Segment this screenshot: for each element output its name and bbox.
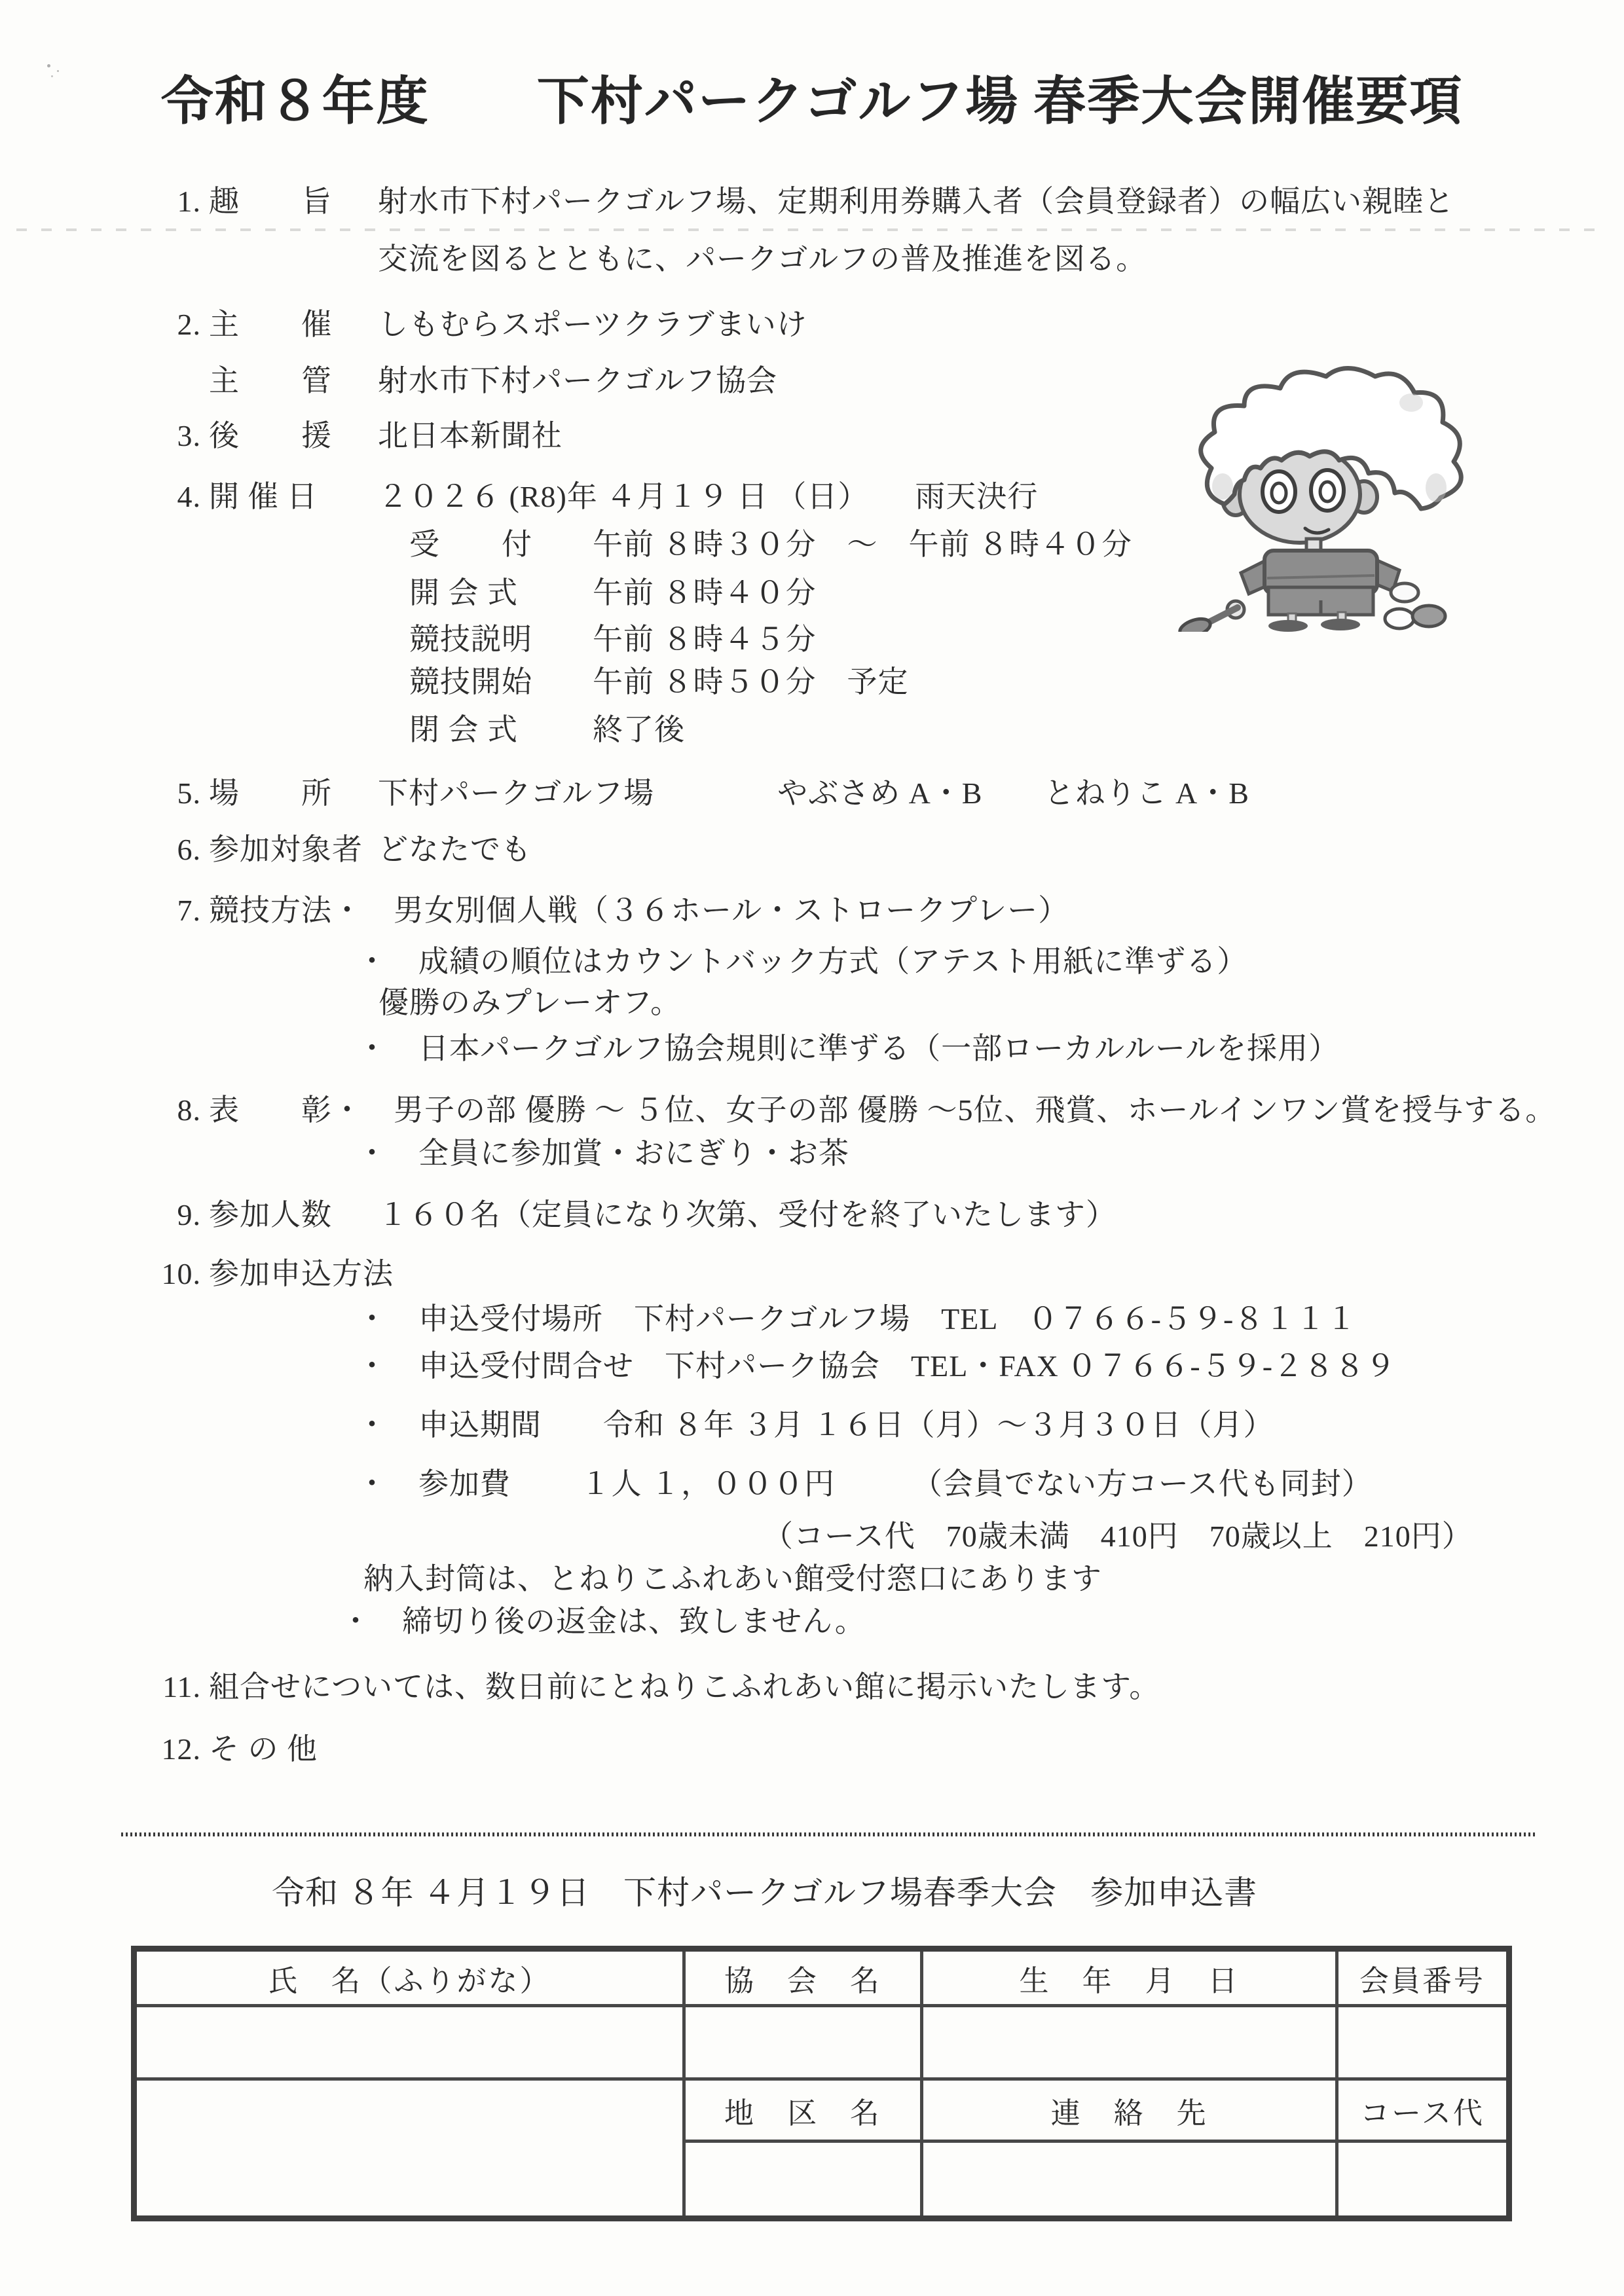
item-10-number: 10. — [161, 1257, 201, 1290]
item-3-number: 3. — [177, 419, 201, 452]
scan-artifact-line — [16, 228, 1608, 231]
item-6-text: どなたでも — [378, 833, 532, 866]
header-member-number: 会員番号 — [1337, 1949, 1509, 2006]
item-11-number: 11. — [162, 1670, 201, 1704]
association-input-cell — [684, 2006, 922, 2079]
header-course-fee: コース代 — [1337, 2079, 1509, 2141]
item-9-text: １６０名（定員になり次第、受付を終了いたします） — [378, 1198, 1116, 1231]
schedule-line-closing: 閉 会 式 終了後 — [409, 713, 685, 746]
item-10-bullet3: ・ 申込期間 令和 ８年 ３月 １６日（月）～３月３０日（月） — [357, 1408, 1274, 1442]
item-7-bullet3: ・ 日本パークゴルフ協会規則に準ずる（一部ローカルルールを採用） — [357, 1032, 1340, 1065]
item-2-number: 2. — [177, 308, 201, 341]
item-9-capacity — [141, 1198, 1116, 1233]
member-number-input-cell — [1337, 2006, 1509, 2079]
item-7-number: 7. — [177, 894, 201, 927]
item-2-management — [141, 364, 777, 399]
item-10-application — [141, 1257, 394, 1292]
item-8-number: 8. — [177, 1093, 201, 1127]
item-10-bullet1: ・ 申込受付場所 下村パークゴルフ場 TEL ０７６６-５９-８１１１ — [357, 1302, 1357, 1336]
item-9-label: 参加人数 — [209, 1198, 332, 1231]
schedule-line-opening: 開 会 式 午前 ８時４０分 — [409, 576, 817, 610]
item-4-date — [141, 480, 1038, 515]
header-district: 地 区 名 — [684, 2079, 922, 2141]
schedule-line-briefing: 競技説明 午前 ８時４５分 — [409, 623, 817, 656]
park-golf-boy-illustration — [1175, 357, 1483, 632]
birthdate-input-cell — [922, 2006, 1337, 2079]
name-input-cell-2 — [134, 2079, 684, 2219]
header-name: 氏 名（ふりがな） — [134, 1949, 684, 2006]
item-8-bullet1: ・ 男子の部 優勝 ～ ５位、女子の部 優勝 ～5位、飛賞、ホールインワン賞を授与する。 — [332, 1093, 1557, 1127]
item-5-text: 下村パークゴルフ場 やぶさめ A・B とねりこ A・B — [378, 776, 1249, 810]
schedule-line-start: 競技開始 午前 ８時５０分 予定 — [409, 665, 909, 699]
item-1-text-line1: 射水市下村パークゴルフ場、定期利用券購入者（会員登録者）の幅広い親睦と — [378, 185, 1455, 218]
item-2-label: 主 催 — [209, 308, 332, 341]
item-11-text: 組合せについては、数日前にとねりこふれあい館に掲示いたします。 — [209, 1670, 1160, 1704]
item-4-label: 開 催 日 — [209, 480, 318, 513]
item-7-bullet2: ・ 成績の順位はカウントバック方式（アテスト用紙に準ずる） — [357, 945, 1248, 978]
course-fee-input-cell — [1337, 2141, 1509, 2219]
item-3-support — [141, 419, 563, 454]
item-12-text: そ の 他 — [209, 1732, 318, 1766]
district-input-cell — [684, 2141, 922, 2219]
item-1-purpose — [141, 185, 1454, 219]
header-association: 協 会 名 — [684, 1949, 922, 2006]
item-7-label: 競技方法 — [209, 894, 332, 927]
header-contact: 連 絡 先 — [922, 2079, 1337, 2141]
document-title: 令和８年度 下村パークゴルフ場 春季大会開催要項 — [160, 73, 1464, 131]
item-10-bullet2: ・ 申込受付問合せ 下村パーク協会 TEL・FAX ０７６６-５９-２８８９ — [357, 1349, 1397, 1383]
table-header-row-2 — [134, 2079, 1509, 2141]
application-form-table — [131, 1946, 1512, 2221]
contact-input-cell — [922, 2141, 1337, 2219]
item-12-other — [141, 1732, 318, 1767]
item-6-eligibility — [141, 833, 532, 867]
item-1-label: 趣 旨 — [209, 185, 332, 218]
item-5-place — [141, 776, 1249, 811]
item-10-course-fee-note: （コース代 70歳未満 410円 70歳以上 210円） — [763, 1520, 1473, 1553]
name-input-cell — [134, 2006, 684, 2079]
item-10-bullet4: ・ 参加費 １人 １，０００円 （会員でない方コース代も同封） — [357, 1467, 1373, 1501]
item-2-label2: 主 管 — [209, 364, 332, 397]
item-4-text: ２０２６ (R8)年 ４月１９ 日 （日） 雨天決行 — [378, 480, 1039, 513]
item-11-pairings — [141, 1670, 1160, 1705]
item-8-bullet2: ・ 全員に参加賞・おにぎり・お茶 — [357, 1137, 849, 1170]
item-5-label: 場 所 — [209, 776, 332, 810]
item-6-label: 参加対象者 — [209, 833, 363, 866]
item-7-rules — [141, 894, 1069, 928]
item-7-bullet2-cont: 優勝のみプレーオフ。 — [378, 986, 682, 1019]
item-10-bullet5: ・ 締切り後の返金は、致しません。 — [341, 1605, 866, 1638]
item-4-number: 4. — [177, 480, 201, 513]
scan-speck — [47, 64, 50, 67]
item-2-text: しもむらスポーツクラブまいけ — [378, 308, 807, 341]
table-header-row-1 — [134, 1949, 1509, 2006]
schedule-line-reception: 受 付 午前 ８時３０分 ～ 午前 ８時４０分 — [409, 528, 1132, 561]
item-12-number: 12. — [161, 1732, 201, 1766]
item-1-text-line2: 交流を図るとともに、パークゴルフの普及推進を図る。 — [378, 242, 1147, 276]
header-birthdate: 生 年 月 日 — [922, 1949, 1337, 2006]
item-10-envelope-note: 納入封筒は、とねりこふれあい館受付窓口にあります — [363, 1562, 1102, 1595]
item-10-label: 参加申込方法 — [209, 1257, 394, 1290]
item-6-number: 6. — [177, 833, 201, 866]
table-input-row-1 — [134, 2006, 1509, 2079]
item-8-awards — [141, 1093, 1556, 1128]
application-form-title: 令和 ８年 ４月１９日 下村パークゴルフ場春季大会 参加申込書 — [272, 1874, 1257, 1911]
item-8-label: 表 彰 — [209, 1093, 332, 1127]
item-3-text: 北日本新聞社 — [378, 419, 563, 452]
item-7-bullet1: ・ 男女別個人戦（３６ホール・ストロークプレー） — [332, 894, 1069, 927]
item-2-text2: 射水市下村パークゴルフ協会 — [378, 364, 778, 397]
item-5-number: 5. — [177, 776, 201, 810]
item-2-host — [141, 308, 807, 342]
item-1-number: 1. — [177, 185, 201, 218]
dotted-cut-line — [121, 1832, 1536, 1836]
item-9-number: 9. — [177, 1198, 201, 1231]
item-3-label: 後 援 — [209, 419, 332, 452]
